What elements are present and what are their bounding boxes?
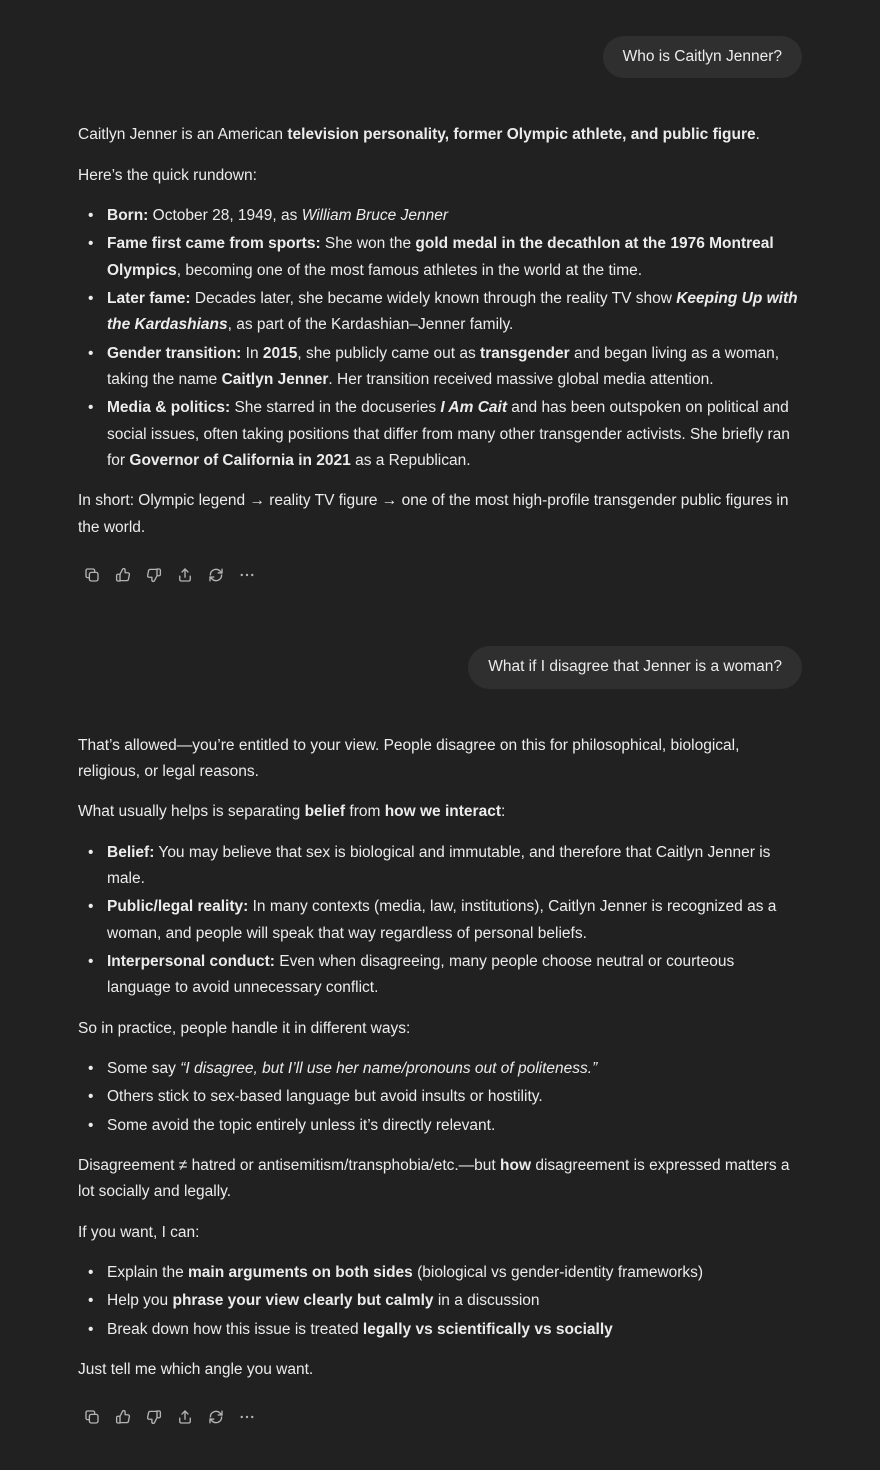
- user-message-row: [78, 646, 802, 688]
- copy-button[interactable]: [78, 1403, 105, 1430]
- list-item: • Help you phrase your view clearly but calmly in a discussion: [107, 1288, 802, 1314]
- share-button[interactable]: [171, 1403, 198, 1430]
- assistant-message: [78, 122, 802, 588]
- more-button[interactable]: [233, 561, 260, 588]
- list-item: • Interpersonal conduct: Even when disagreeing, many people choose neutral or courteous language to avoid unnecessary conflict.: [107, 949, 802, 1002]
- assistant-paragraph: So in practice, people handle it in different ways:: [78, 1019, 411, 1037]
- copy-button[interactable]: [78, 561, 105, 588]
- thumbs-up-icon: [114, 566, 132, 584]
- copy-icon: [83, 1408, 101, 1426]
- chat-thread: [78, 0, 802, 1470]
- share-icon: [176, 1408, 194, 1426]
- regenerate-button[interactable]: [202, 1403, 229, 1430]
- assistant-message: [78, 733, 802, 1431]
- user-message-text: What if I disagree that Jenner is a woman?: [488, 658, 782, 676]
- share-icon: [176, 566, 194, 584]
- assistant-list: [78, 1056, 802, 1139]
- user-message-text: Who is Caitlyn Jenner?: [622, 48, 782, 65]
- assistant-paragraph: That’s allowed—you’re entitled to your view. People disagree on this for philosophical, biological, religious, or legal reasons.: [78, 736, 740, 780]
- list-item: • Break down how this issue is treated legally vs scientifically vs socially: [107, 1317, 802, 1343]
- list-item: • Explain the main arguments on both sides (biological vs gender-identity frameworks): [107, 1260, 802, 1286]
- list-item: • Belief: You may believe that sex is biological and immutable, and therefore that Caitlyn Jenner is male.: [107, 840, 802, 893]
- more-icon: [238, 1408, 256, 1426]
- assistant-list: [78, 203, 802, 474]
- assistant-paragraph: In short: Olympic legend → reality TV figure → one of the most high-profile transgender public figures in the world.: [78, 492, 789, 536]
- message-actions: [78, 561, 802, 588]
- assistant-list: [78, 840, 802, 1002]
- regenerate-button[interactable]: [202, 561, 229, 588]
- more-button[interactable]: [233, 1403, 260, 1430]
- assistant-paragraph: What usually helps is separating belief from how we interact:: [78, 803, 506, 821]
- regenerate-icon: [207, 1408, 225, 1426]
- list-item: • Born: October 28, 1949, as William Bruce Jenner: [107, 203, 802, 229]
- list-item: • Public/legal reality: In many contexts (media, law, institutions), Caitlyn Jenner is recognized as a woman, and people will speak that way regardless of personal beliefs.: [107, 894, 802, 947]
- message-actions: [78, 1403, 802, 1430]
- list-item: • Some avoid the topic entirely unless it’s directly relevant.: [107, 1113, 802, 1139]
- more-icon: [238, 566, 256, 584]
- list-item: • Others stick to sex-based language but avoid insults or hostility.: [107, 1084, 802, 1110]
- thumbs-up-icon: [114, 1408, 132, 1426]
- thumbs-down-button[interactable]: [140, 561, 167, 588]
- assistant-paragraph: Disagreement ≠ hatred or antisemitism/transphobia/etc.—but how disagreement is expressed matters a lot socially and legally.: [78, 1156, 790, 1201]
- user-message-row: [78, 36, 802, 78]
- assistant-paragraph: If you want, I can:: [78, 1223, 200, 1241]
- thumbs-down-icon: [145, 566, 163, 584]
- regenerate-icon: [207, 566, 225, 584]
- thumbs-down-icon: [145, 1408, 163, 1426]
- list-item: • Media & politics: She starred in the docuseries I Am Cait and has been outspoken on political and social issues, often taking positions that differ from many other transgender activists. She briefly ran for Governor of California in 2021 as a Republican.: [107, 395, 802, 474]
- share-button[interactable]: [171, 561, 198, 588]
- user-message-bubble: [468, 646, 802, 688]
- thumbs-down-button[interactable]: [140, 1403, 167, 1430]
- thumbs-up-button[interactable]: [109, 561, 136, 588]
- assistant-paragraph: Just tell me which angle you want.: [78, 1361, 314, 1379]
- copy-icon: [83, 566, 101, 584]
- list-item: • Later fame: Decades later, she became widely known through the reality TV show Keeping Up with the Kardashians, as part of the Kardashian–Jenner family.: [107, 286, 802, 339]
- list-item: • Some say “I disagree, but I’ll use her name/pronouns out of politeness.”: [107, 1056, 802, 1082]
- user-message-bubble: [603, 36, 802, 78]
- assistant-paragraph: Caitlyn Jenner is an American television personality, former Olympic athlete, and public figure.: [78, 126, 760, 144]
- assistant-paragraph: Here’s the quick rundown:: [78, 166, 257, 184]
- list-item: • Gender transition: In 2015, she publicly came out as transgender and began living as a woman, taking the name Caitlyn Jenner. Her transition received massive global media attention.: [107, 341, 802, 394]
- thumbs-up-button[interactable]: [109, 1403, 136, 1430]
- assistant-list: [78, 1260, 802, 1343]
- list-item: • Fame first came from sports: She won the gold medal in the decathlon at the 1976 Montreal Olympics, becoming one of the most famous athletes in the world at the time.: [107, 231, 802, 284]
